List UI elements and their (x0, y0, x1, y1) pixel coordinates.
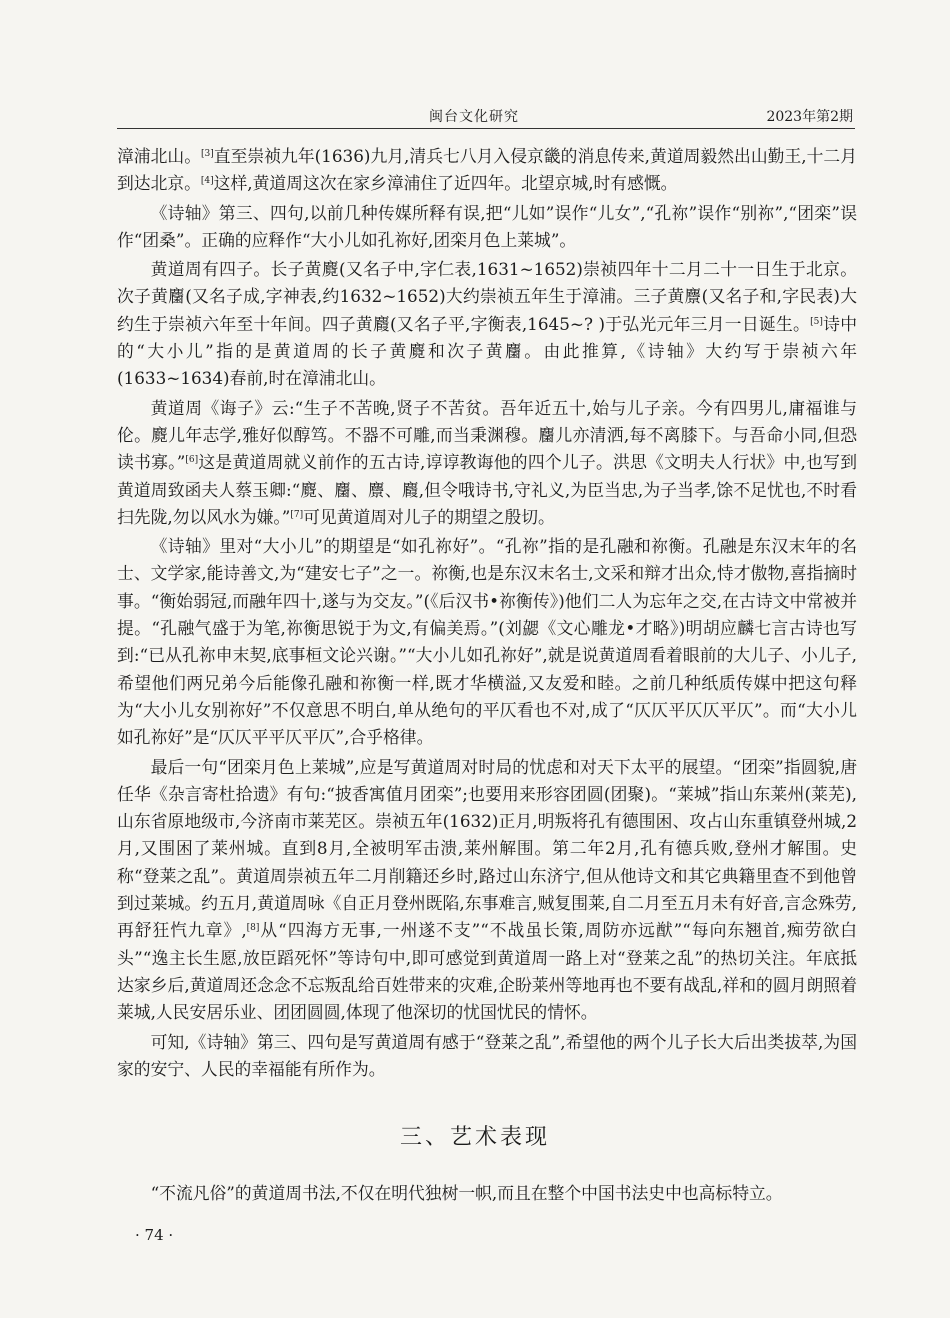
text-run: 从“四海方无事,一州遂不支”“不战虽长策,周防亦远猷”“每向东翘首,痴劳欲白头”“逸主长生愿,放臣蹈死怀”等诗句中,即可感觉到黄道周一路上对“登莱之乱”的热切关注。年底抵达家乡后,黄道周还念念不忘叛乱给百姓带来的灾难,企盼莱州等地再也不要有战乱,祥和的圆月朗照着莱城,人民安居乐业、团团圆圆,体现了他深切的忧国忧民的情怀。 (117, 920, 857, 1023)
section-first-paragraph: “不流凡俗”的黄道周书法,不仅在明代独树一帜,而且在整个中国书法史中也高标特立。 (150, 1183, 783, 1203)
text-run: 最后一句“团栾月色上莱城”,应是写黄道周对时局的忧虑和对天下太平的展望。“团栾”指圆貌,唐任华《杂言寄杜拾遗》有句:“披香寓值月团栾”;也要用来形容团圆(团聚)。“莱城”指山东莱州(莱芜),山东省原地级市,今济南市莱芜区。崇祯五年(1632)正月,明叛将孔有德围困、攻占山东重镇登州城,2月,又围困了莱州城。直到8月,全被明军击溃,莱州解围。第二年2月,孔有德兵败,登州才解围。史称“登莱之乱”。黄道周崇祯五年二月削籍还乡时,路过山东济宁,但从他诗文和其它典籍里查不到他曾到过莱城。约五月,黄道周咏《自正月登州既陷,东事难言,贼复围莱,自二月至五月未有好音,言念殊劳,再舒狂忾九章》, (117, 756, 857, 941)
footnote-ref: [3] (201, 149, 214, 159)
body-paragraph (117, 200, 857, 255)
footnote-ref: [5] (810, 316, 823, 327)
text-run: 这是黄道周就义前作的五古诗,谆谆教诲他的四个儿子。洪思《文明夫人行状》中,也写到黄道周致函夫人蔡玉卿:“麑、麕、麖、麚,但令哦诗书,守礼义,为臣当忠,为子当孝,馀不足忧也,不时看扫先陇,勿以风水为嫌。” (117, 452, 858, 527)
text-run: 漳浦北山。 (117, 146, 202, 166)
article-body (117, 143, 857, 1085)
footnote-ref: [7] (290, 509, 304, 520)
footnote-ref: [6] (185, 455, 199, 466)
footnote-ref: [8] (246, 923, 260, 934)
body-paragraph (117, 395, 857, 531)
body-paragraph (117, 754, 857, 1027)
journal-name: 闽台文化研究 (429, 109, 519, 125)
text-run: 黄道周有四子。长子黄麑(又名子中,字仁表,1631~1652)崇祯四年十二月二十一日生于北京。次子黄麕(又名子成,字神表,约1632~1652)大约崇祯五年生于漳浦。三子黄麖(又名子和,字民表)大约生于崇祯六年至十年间。四子黄麚(又名子平,字衡表,1645~? )于弘光元年三月一日诞生。 (117, 259, 857, 334)
body-paragraph (117, 1029, 857, 1084)
text-run: 可见黄道周对儿子的期望之殷切。 (303, 506, 555, 527)
text-run: 诗中的“大小儿”指的是黄道周的长子黄麑和次子黄麕。由此推算,《诗轴》大约写于崇祯六年(1633~1634)春前,时在漳浦北山。 (117, 313, 857, 389)
text-run: 《诗轴》第三、四句,以前几种传媒所释有误,把“儿如”误作“儿女”,“孔祢”误作“别祢”,“团栾”误作“团桑”。正确的应释作“大小儿如孔祢好,团栾月色上莱城”。 (117, 202, 857, 250)
body-paragraph (117, 533, 857, 751)
text-run: 直至崇祯九年(1636)九月,清兵七八月入侵京畿的消息传来,黄道周毅然出山勤王,十二月到达北京。 (117, 146, 857, 194)
body-paragraph (117, 143, 857, 198)
text-run: 可知,《诗轴》第三、四句是写黄道周有感于“登莱之乱”,希望他的两个儿子长大后出类拔萃,为国家的安宁、人民的幸福能有所作为。 (117, 1031, 857, 1079)
text-run: 黄道周《诲子》云:“生子不苦晚,贤子不苦贫。吾年近五十,始与儿子亲。今有四男儿,庸福谁与伦。麑儿年志学,雅好似醇笃。不器不可雕,而当秉渊穆。麕儿亦清洒,每不离膝下。与吾命小同,但恐读书寡。” (117, 397, 857, 473)
running-header (117, 102, 855, 129)
text-run: 《诗轴》里对“大小儿”的期望是“如孔祢好”。“孔祢”指的是孔融和祢衡。孔融是东汉末年的名士、文学家,能诗善文,为“建安七子”之一。祢衡,也是东汉末名士,文采和辩才出众,恃才傲物,喜指摘时事。“衡始弱冠,而融年四十,遂与为交友。”(《后汉书•祢衡传》)他们二人为忘年之交,在古诗文中常被并提。“孔融气盛于为笔,祢衡思锐于为文,有偏美焉。”(刘勰《文心雕龙•才略》)明胡应麟七言古诗也写到:“已从孔祢申末契,底事桓文论兴谢。”“大小儿如孔祢好”,就是说黄道周看着眼前的大儿子、小儿子,希望他们两兄弟今后能像孔融和祢衡一样,既才华横溢,又友爱和睦。之前几种纸质传媒中把这句释为“大小儿女别祢好”不仅意思不明白,单从绝句的平仄看也不对,成了“仄仄平仄仄平仄”。而“大小儿如孔祢好”是“仄仄平平仄平仄”,合乎格律。 (117, 536, 857, 748)
issue-number: 2023年第2期 (766, 109, 853, 125)
page-number: · 74 · (135, 1226, 174, 1244)
body-paragraph (117, 256, 857, 392)
footnote-ref: [4] (200, 176, 214, 187)
text-run: 这样,黄道周这次在家乡漳浦住了近四年。北望京城,时有感慨。 (213, 173, 678, 194)
section-heading: 三、艺术表现 (399, 1125, 550, 1150)
